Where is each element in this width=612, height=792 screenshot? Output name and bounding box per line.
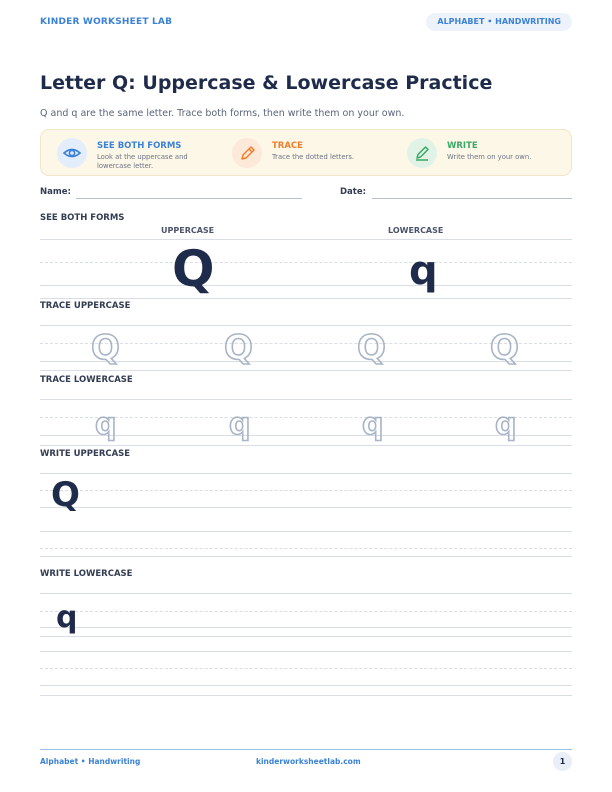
page-subtitle: Q and q are the same letter. Trace both forms, then write them on your own.	[40, 108, 405, 119]
date-label: Date:	[340, 187, 367, 197]
guide-line	[40, 435, 572, 436]
step-title: WRITE	[447, 141, 478, 151]
section-label-write-lowercase: WRITE LOWERCASE	[40, 569, 133, 579]
lowercase-example-letter: q	[409, 248, 438, 294]
trace-letter: q	[495, 407, 517, 442]
name-field[interactable]	[76, 198, 302, 199]
guide-line	[40, 325, 572, 326]
step-title: SEE BOTH FORMS	[97, 141, 182, 151]
step-description: Write them on your own.	[447, 153, 532, 161]
guide-line	[40, 399, 572, 400]
guide-line	[40, 370, 572, 371]
trace-letter: q	[229, 407, 251, 442]
guide-line	[40, 695, 572, 696]
section-label-write-uppercase: WRITE UPPERCASE	[40, 449, 131, 459]
trace-letter: Q	[91, 328, 120, 368]
guide-line	[40, 531, 572, 532]
guide-line	[40, 593, 572, 594]
guide-line	[40, 507, 572, 508]
section-label-see: SEE BOTH FORMS	[40, 213, 125, 223]
category-tag: ALPHABET • HANDWRITING	[426, 13, 572, 31]
guide-line	[40, 685, 572, 686]
footer-left-text: Alphabet • Handwriting	[40, 757, 141, 766]
footer-divider	[40, 749, 572, 750]
guide-line	[40, 611, 572, 612]
pen-icon	[407, 138, 437, 168]
step-description: Trace the dotted letters.	[272, 153, 355, 161]
name-label: Name:	[40, 187, 71, 197]
page-title: Letter Q: Uppercase & Lowercase Practice	[40, 72, 493, 94]
step-description: Look at the uppercase and lowercase letter.	[97, 153, 188, 170]
trace-letter: q	[362, 407, 384, 442]
trace-letter: Q	[357, 328, 386, 368]
trace-letter: q	[95, 407, 117, 442]
guide-line	[40, 636, 572, 637]
guide-line	[40, 548, 572, 549]
guide-line	[40, 239, 572, 240]
guide-line	[40, 490, 572, 491]
guide-line	[40, 627, 572, 628]
step-title: TRACE	[272, 141, 303, 151]
section-label-trace-lowercase: TRACE LOWERCASE	[40, 375, 133, 385]
write-lowercase-example: q	[56, 600, 78, 635]
page-number: 1	[553, 752, 572, 771]
footer-website: kinderworksheetlab.com	[256, 757, 361, 766]
guide-line	[40, 556, 572, 557]
guide-line	[40, 445, 572, 446]
guide-line	[40, 298, 572, 299]
guide-line	[40, 262, 572, 263]
guide-line	[40, 417, 572, 418]
trace-letter: Q	[224, 328, 253, 368]
pencil-icon	[232, 138, 262, 168]
eye-icon	[57, 138, 87, 168]
brand-name: KINDER WORKSHEET LAB	[40, 17, 173, 27]
guide-line	[40, 651, 572, 652]
lowercase-heading: LOWERCASE	[388, 226, 444, 235]
write-uppercase-example: Q	[51, 475, 80, 515]
section-label-trace-uppercase: TRACE UPPERCASE	[40, 301, 131, 311]
trace-letter: Q	[490, 328, 519, 368]
date-field[interactable]	[372, 198, 572, 199]
uppercase-example-letter: Q	[172, 240, 215, 298]
guide-line	[40, 285, 572, 286]
steps-banner	[40, 129, 572, 176]
guide-line	[40, 473, 572, 474]
guide-line	[40, 668, 572, 669]
uppercase-heading: UPPERCASE	[161, 226, 215, 235]
